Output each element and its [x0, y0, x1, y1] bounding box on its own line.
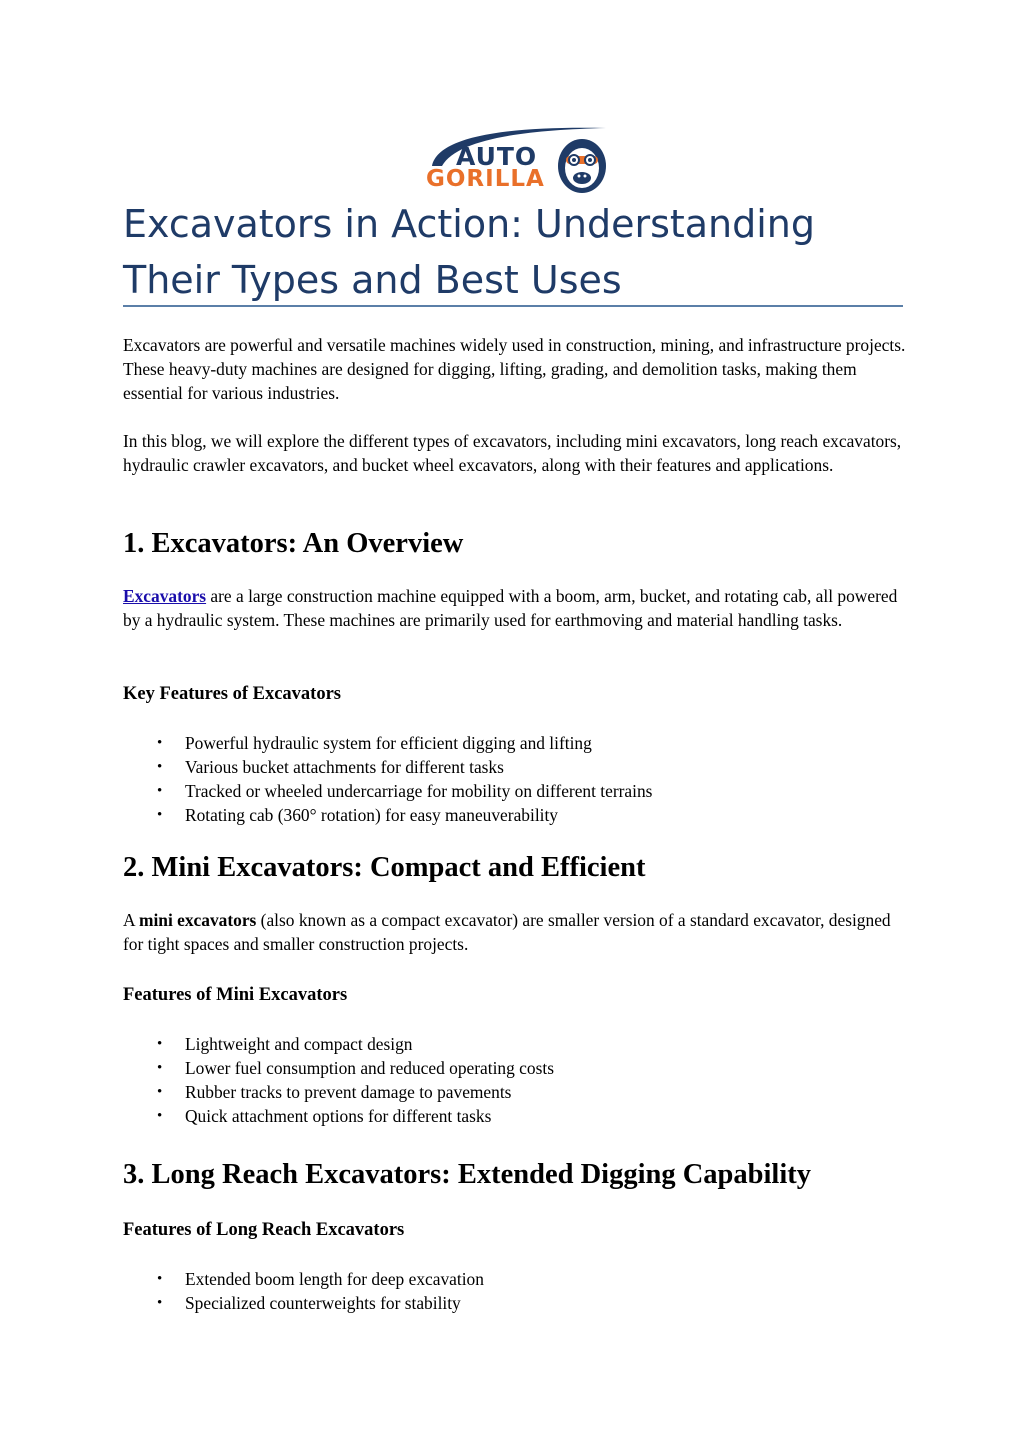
section-1-subheading: Key Features of Excavators — [123, 684, 342, 704]
section-1-feature-list — [123, 731, 652, 827]
logo-text-auto: AUTO — [456, 142, 538, 171]
section-2-paragraph — [123, 908, 913, 956]
list-item: • Rotating cab (360° rotation) for easy maneuverability — [123, 803, 652, 827]
list-item: • Various bucket attachments for different tasks — [123, 755, 652, 779]
gorilla-face-icon — [554, 132, 610, 196]
section-1-body: are a large construction machine equipped with a boom, arm, bucket, and rotating cab, all powered by a hydraulic system. These machines are primarily used for earthmoving and material handling tasks. — [123, 586, 898, 630]
section-2-body-rest: (also known as a compact excavator) are smaller version of a standard excavator, designed for tight spaces and smaller construction projects. — [123, 910, 891, 954]
auto-gorilla-logo — [418, 122, 610, 198]
section-3-subheading: Features of Long Reach Excavators — [123, 1220, 405, 1240]
list-item: • Tracked or wheeled undercarriage for mobility on different terrains — [123, 779, 652, 803]
section-2-heading: 2. Mini Excavators: Compact and Efficient — [123, 852, 646, 883]
excavators-link[interactable]: Excavators — [123, 586, 207, 606]
section-2-body-bold: mini excavators — [138, 910, 257, 930]
section-1-paragraph — [123, 584, 913, 632]
list-item: • Specialized counterweights for stability — [123, 1291, 484, 1315]
list-item: • Lower fuel consumption and reduced operating costs — [123, 1056, 554, 1080]
list-item: • Quick attachment options for different tasks — [123, 1104, 554, 1128]
list-item: • Extended boom length for deep excavation — [123, 1267, 484, 1291]
section-2-body-prefix: A — [123, 910, 139, 930]
section-3-heading: 3. Long Reach Excavators: Extended Digging Capability — [123, 1159, 811, 1190]
list-item: • Rubber tracks to prevent damage to pavements — [123, 1080, 554, 1104]
section-2-subheading: Features of Mini Excavators — [123, 985, 348, 1005]
section-1-heading: 1. Excavators: An Overview — [123, 528, 464, 559]
page-title: Excavators in Action: Understanding Their Types and Best Uses — [123, 202, 816, 302]
title-divider — [123, 305, 903, 307]
section-2-feature-list — [123, 1032, 554, 1128]
logo-text-gorilla: GORILLA — [426, 166, 545, 192]
list-item: • Powerful hydraulic system for efficient digging and lifting — [123, 731, 652, 755]
intro-paragraph-1: Excavators are powerful and versatile machines widely used in construction, mining, and infrastructure projects. These heavy-duty machines are designed for digging, lifting, grading, and demolition tasks, making them essential for various industries. — [123, 335, 906, 403]
intro-paragraph-2: In this blog, we will explore the different types of excavators, including mini excavators, long reach excavators, hydraulic crawler excavators, and bucket wheel excavators, along with their features and applications. — [123, 431, 902, 475]
section-3-feature-list — [123, 1267, 484, 1315]
list-item: • Lightweight and compact design — [123, 1032, 554, 1056]
